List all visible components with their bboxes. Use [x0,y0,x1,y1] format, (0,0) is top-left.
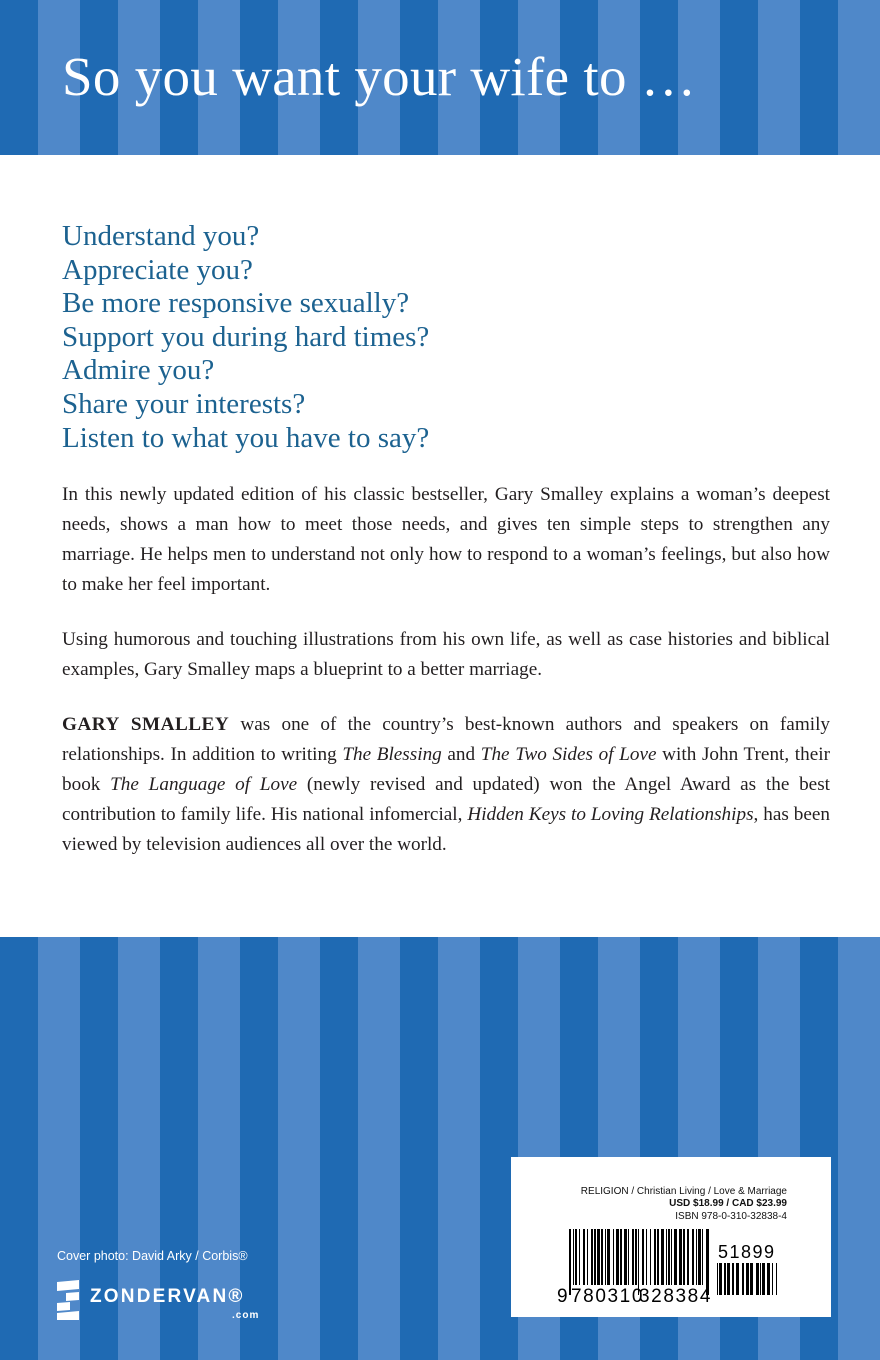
author-name: GARY SMALLEY [62,714,230,735]
barcode-bar [687,1229,689,1285]
question-item: Understand you? [62,220,260,252]
publisher-domain: .com [232,1310,260,1321]
book-title: The Two Sides of Love [480,744,657,765]
illustrations-paragraph: Using humorous and touching illustrations from his own life, as well as case histories and biblical examples, Gary Smalley maps a blueprint to a better marriage. [62,629,830,680]
barcode-bar [702,1229,703,1285]
header-rule [0,155,880,156]
barcode-bar [746,1263,749,1295]
footer-rule [0,936,880,937]
description-paragraph: In this newly updated edition of his classic bestseller, Gary Smalley explains a woman’s deepest needs, shows a man how to meet those needs, and gives ten simple steps to strengthen any marriage. He helps men to understand not only how to respond to a woman’s feelings, but also how to make her feel important. [62,484,830,595]
question-list [62,220,429,455]
question-item: Listen to what you have to say? [62,421,430,454]
barcode-bar [632,1229,634,1285]
isbn-label: ISBN 978-0-310-32838-4 [675,1211,787,1222]
barcode-bar [587,1229,588,1285]
ean-digit-prefix: 9 [557,1286,568,1307]
show-title: Hidden Keys to Loving Relationships [467,804,754,825]
publisher-name: ZONDERVAN® [90,1286,245,1307]
bio-text: (newly revised and updated) won the Angel Award as the best contribution to family life. His national infomercial, [62,774,831,825]
barcode-bar [601,1229,603,1285]
price-label: USD $18.99 / CAD $23.99 [669,1198,787,1209]
barcode-bar [591,1229,593,1285]
barcode-bar [760,1263,761,1295]
book-title: The Language of Love [110,774,298,795]
barcode-bar [666,1229,667,1285]
barcode-bar [679,1229,682,1285]
barcode-bar [620,1229,622,1285]
barcode-bar [607,1229,610,1285]
barcode-bar [719,1263,722,1295]
barcode-bar [573,1229,574,1285]
barcode-bar [698,1229,701,1285]
barcode-bar [635,1229,637,1285]
barcode-bar [756,1263,759,1295]
barcode-bar [594,1229,596,1285]
question-item: Share your interests? [62,387,306,420]
question-item: Admire you? [62,354,215,387]
barcode-bar [613,1229,614,1285]
addon-bars [717,1263,777,1295]
barcode-bar [742,1263,744,1295]
barcode-bar [583,1229,585,1285]
cover-headline: So you want your wife to … [62,46,697,107]
ean-digits-left: 780310 [571,1286,645,1307]
isbn-barcode [511,1157,831,1317]
barcode-bar [661,1229,664,1285]
barcode-box [511,1157,831,1317]
barcode-bar [674,1229,677,1285]
barcode-bar [762,1263,765,1295]
barcode-bar [579,1229,580,1285]
barcode-bar [624,1229,627,1285]
barcode-bar [671,1229,672,1285]
header-rule-inner [0,162,880,163]
barcode-bar [717,1263,718,1295]
bio-text: , has been viewed by television audiences all over the world. [62,804,830,855]
barcode-bar [692,1229,694,1285]
barcode-bar [642,1229,644,1285]
ean-digits-right: 328384 [639,1286,713,1307]
bio-text: was one of the country’s best-known authors and speakers on family relationships. In addition to writing [62,714,830,765]
barcode-bar [605,1229,606,1285]
book-title: The Blessing [342,744,442,765]
barcode-bar [668,1229,670,1285]
author-bio [62,710,830,860]
barcode-bar [732,1263,734,1295]
barcode-bar [727,1263,730,1295]
barcode-bar [736,1263,739,1295]
question-item: Support you during hard times? [62,320,430,353]
barcode-bar [650,1229,651,1285]
bisac-category: RELIGION / Christian Living / Love & Marriage [580,1186,787,1197]
bio-text: with John Trent, their book [62,744,830,795]
photo-credit: Cover photo: David Arky / Corbis® [57,1249,248,1263]
barcode-bar [657,1229,659,1285]
barcode-bar [646,1229,647,1285]
publisher-logo [57,1280,287,1328]
barcode-bar [628,1229,629,1285]
barcode-bar [776,1263,777,1295]
barcode-bar [654,1229,656,1285]
barcode-bar [575,1229,577,1285]
barcode-bar [750,1263,753,1295]
barcode-bar [597,1229,600,1285]
footer-rule-inner [0,929,880,930]
barcode-bar [724,1263,726,1295]
zondervan-mark-icon [57,1280,79,1320]
bio-text: and [441,744,481,765]
question-item: Appreciate you? [62,253,253,286]
barcode-bar [616,1229,619,1285]
barcode-bar [683,1229,685,1285]
question-item: Be more responsive sexually? [62,287,410,320]
barcode-bar [767,1263,770,1295]
barcode-bar [696,1229,697,1285]
barcode-bar [772,1263,773,1295]
price-code: 51899 [718,1242,776,1262]
